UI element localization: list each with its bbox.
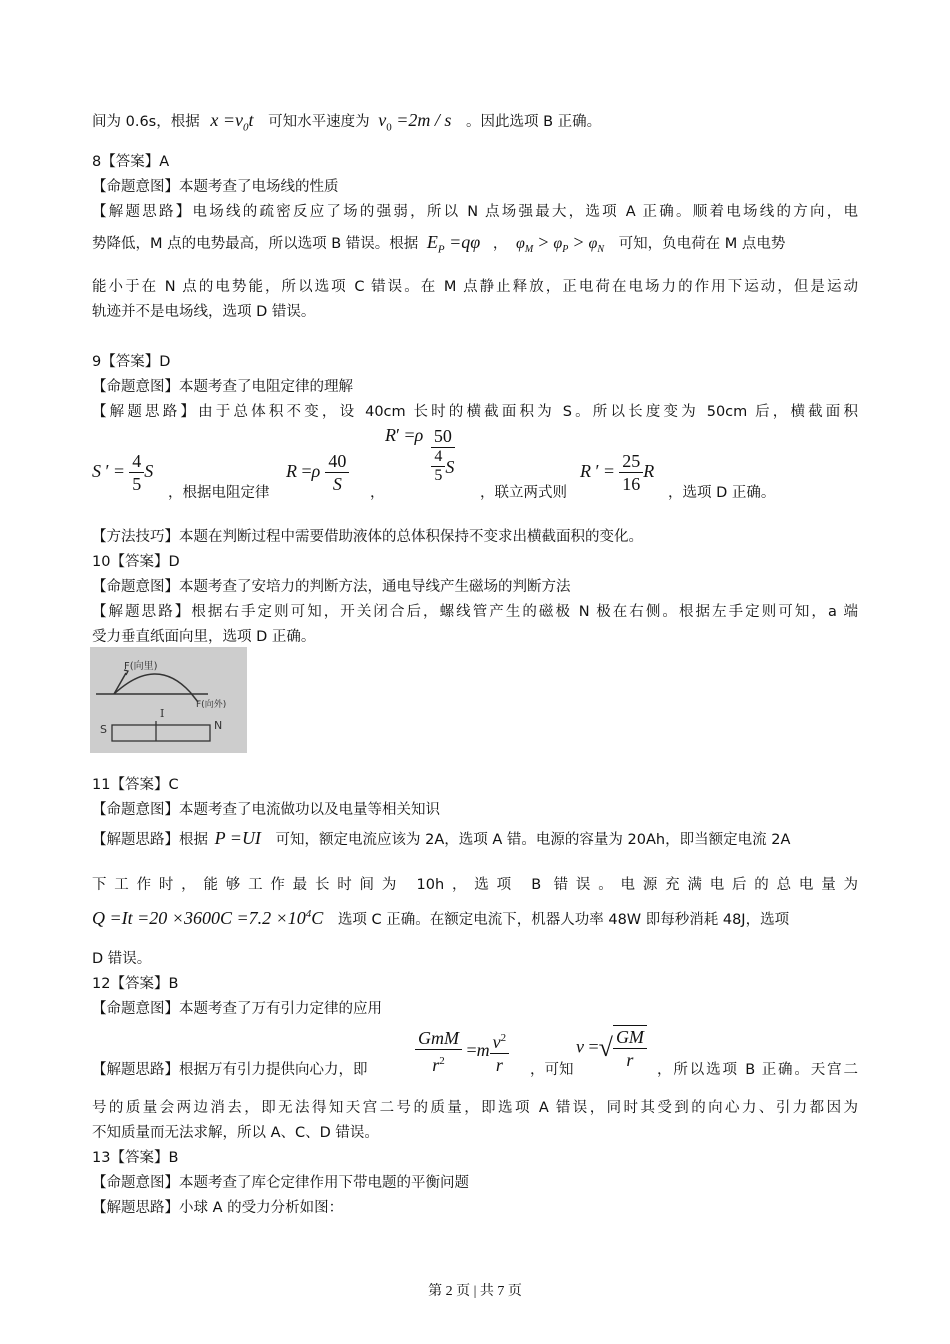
- solution-10-line-1: 【解题思路】根据右手定则可知，开关闭合后，螺线管产生的磁极 N 极在右侧。根据左手定则可知，a 端: [92, 604, 858, 620]
- formula-r-prime-rho: R′ =ρ 50 $\frac{4}{5}$ S: [385, 425, 455, 484]
- solution-11-line-1: 【解题思路】根据 P =UI 可知，额定电流应该为 2A，选项 A 错。电源的容量为 20Ah，即当额定电流 2A: [92, 828, 791, 848]
- formula-q-it: $Q =It =20 \times 3600C =7.2 \times 10^4C$: [92, 908, 324, 928]
- text: 。因此选项 B 正确。: [465, 114, 602, 130]
- formula-p-ui: P =UI: [214, 828, 261, 848]
- formula-x-v0t: $x =v_0t$: [210, 110, 254, 134]
- solution-10-line-2: 受力垂直纸面向里，选项 D 正确。: [92, 629, 316, 645]
- text: 间为 0.6s，根据: [92, 114, 200, 130]
- line-1: [92, 108, 858, 141]
- text: ，根据电阻定律: [168, 485, 270, 501]
- formula-ep: $E_P =q\varphi$: [426, 232, 481, 256]
- intent-8: 【命题意图】本题考查了电场线的性质: [92, 179, 339, 195]
- method-tip-9: 【方法技巧】本题在判断过程中需要借助液体的总体积保持不变求出横截面积的变化。: [92, 529, 643, 545]
- page-footer: 第 2 页 | 共 7 页: [428, 1284, 522, 1299]
- intent-10: 【命题意图】本题考查了安培力的判断方法，通电导线产生磁场的判断方法: [92, 579, 571, 595]
- answer-12: 12【答案】B: [92, 976, 179, 992]
- text: ，联立两式则: [480, 485, 567, 501]
- solution-12-line-2: 号的质量会两边消去，即无法得知天宫二号的质量，即选项 A 错误，同时其受到的向心力、引力都因为: [92, 1100, 858, 1116]
- intent-13: 【命题意图】本题考查了库仑定律作用下带电题的平衡问题: [92, 1175, 469, 1191]
- text: ，可知: [530, 1062, 574, 1078]
- text: ，选项 D 正确。: [668, 485, 776, 501]
- text: ，: [370, 485, 385, 501]
- formula-v0: $v_0 =2m / s$: [378, 110, 452, 134]
- label-i: I: [160, 707, 165, 720]
- solution-12-line-3: 不知质量而无法求解，所以 A、C、D 错误。: [92, 1125, 379, 1141]
- label-n: N: [214, 719, 223, 732]
- label-s: S: [100, 723, 107, 736]
- answer-8: 8【答案】A: [92, 154, 170, 170]
- solution-8-line-4: 轨迹并不是电场线，选项 D 错误。: [92, 304, 316, 320]
- formula-v-sqrt: v =√ $\frac{GM}{r}$: [576, 1025, 647, 1071]
- formula-phi-order: $\varphi_M > \varphi_P > \varphi_N$: [515, 232, 604, 256]
- label-f-out: F(向外): [196, 700, 227, 710]
- label-f-up: F(向里): [124, 661, 158, 672]
- text: ，所以选项 B 正确。天宫二: [657, 1062, 858, 1078]
- solution-8-line-2: 势降低，M 点的电势最高，所以选项 B 错误。根据 $E_P =q\varphi$ ， $\varphi_M > \varphi_P > \varphi_N$ 可知，负电荷在 M 点电势: [92, 232, 786, 256]
- answer-13: 13【答案】B: [92, 1150, 179, 1166]
- force-sketch: [90, 647, 247, 753]
- formula-s-prime: S ′ = $\frac{4}{5}$ S: [92, 451, 154, 494]
- intent-9: 【命题意图】本题考查了电阻定律的理解: [92, 379, 353, 395]
- solution-11-line-4: D 错误。: [92, 951, 152, 967]
- answer-9: 9【答案】D: [92, 354, 171, 370]
- formula-gravity: $\frac{\text{GmM}}{r^2}$ =m $\frac{v^2}{r}$: [415, 1027, 509, 1076]
- solution-8-line-1: 【解题思路】电场线的疏密反应了场的强弱，所以 N 点场强最大，选项 A 正确。顺着电场线的方向，电: [92, 204, 858, 220]
- solution-11-line-3: $Q =It =20 \times 3600C =7.2 \times 10^4C$ 选项 C 正确。在额定电流下，机器人功率 48W 即每秒消耗 48J，选项: [92, 908, 790, 928]
- solution-8-line-3: 能小于在 N 点的电势能，所以选项 C 错误。在 M 点静止释放，正电荷在电场力的作用下运动，但是运动: [92, 279, 858, 295]
- answer-11: 11【答案】C: [92, 777, 179, 793]
- intent-11: 【命题意图】本题考查了电流做功以及电量等相关知识: [92, 802, 440, 818]
- solution-9-line-1: 【解题思路】由于总体积不变，设 40cm 长时的横截面积为 S。所以长度变为 50cm 后，横截面积: [92, 404, 858, 420]
- intent-12: 【命题意图】本题考查了万有引力定律的应用: [92, 1001, 382, 1017]
- formula-r-prime-result: R ′ = $\frac{25}{16}$ R: [580, 451, 655, 494]
- formula-r-rho: R =ρ $\frac{40}{S}$: [286, 450, 349, 495]
- solution-13-line-1: 【解题思路】小球 A 的受力分析如图：: [92, 1200, 344, 1216]
- text: 【解题思路】根据万有引力提供向心力，即: [92, 1062, 368, 1078]
- text: 可知水平速度为: [268, 114, 370, 130]
- answer-10: 10【答案】D: [92, 554, 180, 570]
- force-sketch-photo: [90, 647, 247, 753]
- solution-11-line-2: 下工作时，能够工作最长时间为 10h，选项 B 错误。电源充满电后的总电量为: [92, 877, 858, 893]
